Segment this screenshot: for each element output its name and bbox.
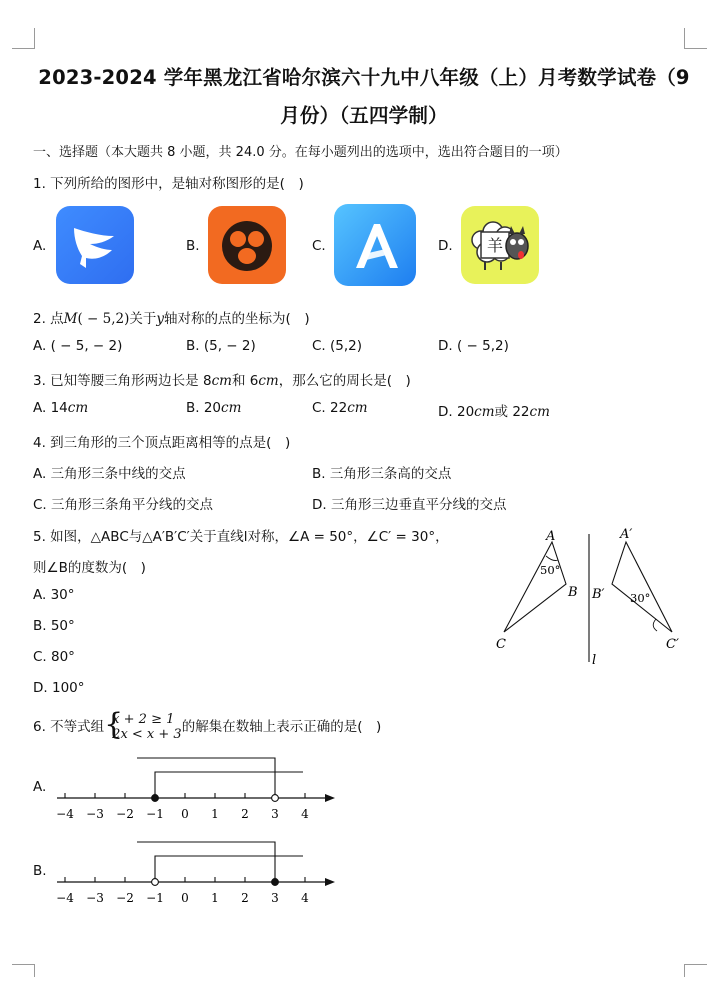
q2-stem-pre: 2. 点 [33,311,64,327]
solution-ray-lower [137,758,275,798]
q2-option-b: B. (5, − 2) [186,338,256,354]
q6-option-b-number-line [55,836,345,908]
sheep-character-text: 羊 [486,236,504,255]
solution-ray-lower [137,842,275,882]
axis-tick-label: −4 [56,807,74,821]
question-4-stem: 4. 到三角形的三个顶点距离相等的点是( ) [33,435,291,451]
solution-ray-upper [155,772,303,798]
q5-option-d: D. 100° [33,680,85,696]
label-a: A [546,529,556,544]
sheep-wolf-drawing-icon [461,206,539,284]
q5-option-a: A. 30° [33,587,75,603]
axis-tick-label: 4 [301,807,309,821]
q4-option-b: B. 三角形三条高的交点 [312,466,452,482]
q6-brace: { [104,707,124,742]
q2-stem-post: 轴对称的点的坐标为( ) [164,311,310,327]
q2-option-a: A. ( − 5, − 2) [33,338,123,354]
axis-tick-label: 1 [211,891,219,905]
question-3-stem [33,369,411,389]
question-2-stem [33,307,310,327]
stylized-a-icon [334,204,416,286]
label-c: C [496,637,506,652]
question-6-stem [33,707,382,742]
crop-mark-bottom-right [684,964,707,977]
dingtalk-style-logo-icon [56,206,134,284]
q2-stem-y-axis: y [156,311,165,327]
letter-a-app-logo-icon [334,204,416,286]
crop-mark-bottom-left [12,964,35,977]
q3-option-d-unit-2: cm [529,404,550,420]
q5-option-b: B. 50° [33,618,75,634]
axis-tick-label: 0 [181,807,189,821]
closed-endpoint-dot [272,879,279,886]
q3-option-a-label: A. 14 [33,400,68,416]
q3-option-b-unit: cm [221,400,242,416]
q6-stem-pre: 6. 不等式组 [33,719,105,735]
axis-tick-label: 1 [211,807,219,821]
label-b: B [568,585,578,600]
label-line-l: l [592,653,597,668]
q3-option-d-label: D. 20 [438,404,475,420]
q6-inequality-2: 2x < x + 3 [112,727,182,742]
q3-stem-mid: 和 6 [231,373,259,389]
axis-tick-label: −2 [116,807,134,821]
q6-inequality-system [104,707,182,742]
exam-title-line-2: 月份）（五四学制） [280,104,448,127]
axis-tick-label: 2 [241,891,249,905]
label-c-prime: C′ [666,637,679,652]
question-5-stem-line-1: 5. 如图，△ABC与△A′B′C′关于直线l对称，∠A = 50°，∠C′ = 30°， [33,529,449,545]
solution-ray-upper [155,856,303,882]
section-header: 一、选择题（本大题共 8 小题，共 24.0 分。在每小题列出的选项中，选出符合题目的一项） [33,145,568,160]
crop-mark-top-right [684,28,707,49]
q3-option-a [33,400,88,416]
q3-option-b-label: B. 20 [186,400,222,416]
q3-option-b [186,400,241,416]
q3-option-c-label: C. 22 [312,400,348,416]
q2-stem-point-m: M [63,311,78,327]
axis-tick-label: 0 [181,891,189,905]
triangle-a-prime-b-prime-c-prime [612,542,672,632]
q2-stem-mid: 关于 [129,311,157,327]
axis-tick-label: −2 [116,891,134,905]
open-endpoint-dot [272,795,279,802]
angle-a-arc [546,556,558,561]
open-endpoint-dot [152,879,159,886]
q3-option-c-unit: cm [347,400,368,416]
q3-stem-pre: 3. 已知等腰三角形两边长是 8 [33,373,212,389]
q2-option-c: C. (5,2) [312,338,363,354]
axis-tick-label: 4 [301,891,309,905]
q5-symmetry-figure [490,522,690,672]
axis-tick-label: −4 [56,891,74,905]
axis-tick-label: 3 [271,891,279,905]
axis-tick-label: −1 [146,891,164,905]
label-b-prime: B′ [592,587,605,602]
q1-option-b-label: B. [186,238,200,254]
q4-option-d: D. 三角形三边垂直平分线的交点 [312,497,507,513]
q6-stem-post: 的解集在数轴上表示正确的是( ) [181,719,382,735]
sheep-and-wolf-game-icon [461,206,539,284]
axis-tick-label: 2 [241,807,249,821]
q3-stem-unit-2: cm [258,373,279,389]
q1-option-c-label: C. [312,238,326,254]
q3-option-d-unit: cm [474,404,495,420]
axis-arrow-icon [325,794,335,802]
angle-a-value: 50° [540,563,561,577]
q6-option-b-label: B. [33,863,47,879]
q6-option-a-number-line [55,752,345,824]
axis-tick-label: −1 [146,807,164,821]
axis-tick-label: −3 [86,891,104,905]
q6-option-a-label: A. [33,779,47,795]
q3-option-a-unit: cm [67,400,89,416]
exam-title-line-1: 2023-2024 学年黑龙江省哈尔滨六十九中八年级（上）月考数学试卷（9 [38,66,690,89]
triangle-abc [504,542,566,632]
q4-option-a: A. 三角形三条中线的交点 [33,466,186,482]
q3-stem-post: ，那么它的周长是( ) [278,373,411,389]
q3-option-d-tail: 或 22 [494,404,530,420]
q1-option-a-label: A. [33,238,47,254]
question-5-stem-line-2: 则∠B的度数为( ) [33,560,146,576]
axis-tick-label: 3 [271,807,279,821]
crop-mark-top-left [12,28,35,49]
axis-tick-label: −3 [86,807,104,821]
label-a-prime: A′ [620,527,633,542]
q5-option-c: C. 80° [33,649,75,665]
q4-option-c: C. 三角形三条角平分线的交点 [33,497,214,513]
question-1-stem: 1. 下列所给的图形中，是轴对称图形的是( ) [33,176,304,192]
axis-arrow-icon [325,878,335,886]
q3-stem-unit-1: cm [211,373,232,389]
closed-endpoint-dot [152,795,159,802]
q6-inequality-1: x + 2 ≥ 1 [112,712,175,727]
q3-option-c [312,400,368,416]
monkey-head-logo-icon [208,206,286,284]
angle-c-prime-arc [653,619,657,631]
q2-option-d: D. ( − 5,2) [438,338,509,354]
wing-logo-icon [56,206,134,284]
q2-stem-coordinate: ( − 5,2) [77,311,130,327]
q3-option-d [438,400,550,420]
q1-option-d-label: D. [438,238,453,254]
angle-c-prime-value: 30° [630,591,651,605]
monkey-face-icon [208,206,286,284]
